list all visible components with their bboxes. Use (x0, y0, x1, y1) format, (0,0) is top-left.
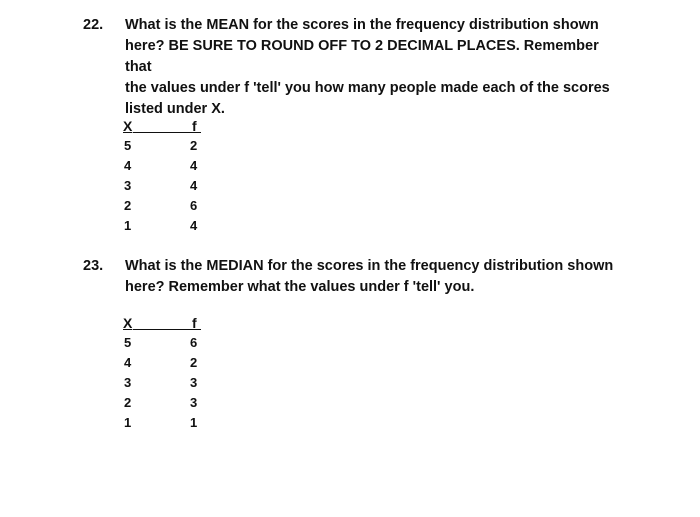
table-header (119, 313, 209, 333)
score-value: 3 (124, 375, 132, 390)
column-header-x: X (123, 118, 133, 134)
table-row (119, 176, 209, 196)
frequency-value: 3 (190, 395, 198, 410)
score-value: 2 (124, 198, 132, 213)
table-row (119, 333, 209, 353)
header-underline (133, 132, 201, 133)
header-underline (133, 329, 201, 330)
frequency-value: 4 (190, 218, 198, 233)
frequency-value: 6 (190, 198, 198, 213)
table-row (119, 136, 209, 156)
score-value: 4 (124, 355, 132, 370)
table-row (119, 196, 209, 216)
score-value: 1 (124, 415, 132, 430)
frequency-value: 6 (190, 335, 198, 350)
frequency-table-22 (119, 116, 209, 236)
frequency-value: 4 (190, 158, 198, 173)
frequency-value: 3 (190, 375, 198, 390)
table-row (119, 393, 209, 413)
question-text-line: the values under f 'tell' you how many people made each of the scores (125, 80, 610, 96)
column-header-f: f (192, 118, 197, 134)
score-value: 2 (124, 395, 132, 410)
column-header-x: X (123, 315, 133, 331)
question-text-line: here? BE SURE TO ROUND OFF TO 2 DECIMAL PLACES. Remember that (125, 38, 599, 75)
question-text-line: listed under X. (125, 101, 225, 117)
score-value: 1 (124, 218, 132, 233)
frequency-value: 1 (190, 415, 198, 430)
question-text-line: here? Remember what the values under f 'tell' you. (125, 279, 475, 295)
frequency-value: 4 (190, 178, 198, 193)
column-header-f: f (192, 315, 197, 331)
frequency-value: 2 (190, 355, 198, 370)
table-row (119, 156, 209, 176)
question-text (125, 256, 625, 298)
table-row (119, 373, 209, 393)
question-text-line: What is the MEDIAN for the scores in the frequency distribution shown (125, 258, 614, 274)
table-header (119, 116, 209, 136)
score-value: 5 (124, 335, 132, 350)
frequency-table-23 (119, 313, 209, 433)
table-row (119, 216, 209, 236)
question-text-line: What is the MEAN for the scores in the frequency distribution shown (125, 17, 599, 33)
table-row (119, 353, 209, 373)
score-value: 5 (124, 138, 132, 153)
score-value: 4 (124, 158, 132, 173)
question-text (125, 15, 625, 120)
score-value: 3 (124, 178, 132, 193)
frequency-value: 2 (190, 138, 198, 153)
table-row (119, 413, 209, 433)
question-number: 23. (83, 258, 104, 274)
question-number: 22. (83, 17, 104, 33)
